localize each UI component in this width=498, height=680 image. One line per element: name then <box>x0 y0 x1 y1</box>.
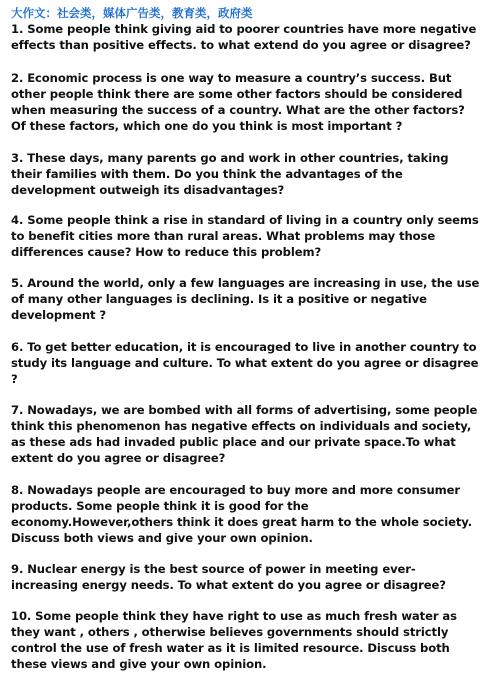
question-line: ? <box>11 372 18 386</box>
question-line: 6. To get better education, it is encouraged to live in another country to <box>11 340 477 354</box>
question-line: Of these factors, which one do you think is most important ? <box>11 119 403 133</box>
question-line: of many other languages is declining. Is it a positive or negative <box>11 292 427 306</box>
question-10 <box>11 608 491 672</box>
question-line: they want , others , otherwise believes governments should strictly <box>11 625 449 639</box>
question-3 <box>11 150 491 198</box>
question-line: 7. Nowadays, we are bombed with all forms of advertising, some people <box>11 403 478 417</box>
question-7 <box>11 402 491 466</box>
question-6 <box>11 339 491 387</box>
question-line: development outweigh its disadvantages? <box>11 183 285 197</box>
question-8 <box>11 482 491 546</box>
question-line: products. Some people think it is good for the <box>11 499 309 513</box>
question-line: 10. Some people think they have right to use as much fresh water as <box>11 609 457 623</box>
question-line: 5. Around the world, only a few languages are increasing in use, the use <box>11 276 480 290</box>
question-9 <box>11 561 491 593</box>
question-line: other people think there are some other factors should be considered <box>11 87 463 101</box>
question-line: 2. Economic process is one way to measure a country’s success. But <box>11 71 452 85</box>
question-line: Discuss both views and give your own opinion. <box>11 531 313 545</box>
question-line: these views and give your own opinion. <box>11 657 267 671</box>
question-4 <box>11 212 491 260</box>
section-heading: 大作文：社会类，媒体广告类，教育类，政府类 <box>11 6 253 20</box>
question-line: 9. Nuclear energy is the best source of power in meeting ever- <box>11 562 416 576</box>
question-line: as these ads had invaded public place and our private space.To what <box>11 435 456 449</box>
question-2 <box>11 70 491 134</box>
question-line: 8. Nowadays people are encouraged to buy more and more consumer <box>11 483 460 497</box>
question-line: 3. These days, many parents go and work in other countries, taking <box>11 151 449 165</box>
question-line: 4. Some people think a rise in standard of living in a country only seems <box>11 213 479 227</box>
question-line: when measuring the success of a country. What are the other factors? <box>11 103 465 117</box>
question-line: 1. Some people think giving aid to poorer countries have more negative <box>11 22 477 36</box>
question-line: increasing energy needs. To what extent do you agree or disagree? <box>11 578 446 592</box>
question-line: differences cause? How to reduce this problem? <box>11 245 322 259</box>
question-line: their families with them. Do you think the advantages of the <box>11 167 403 181</box>
question-line: development ? <box>11 308 107 322</box>
question-line: economy.However,others think it does great harm to the whole society. <box>11 515 472 529</box>
question-line: study its language and culture. To what extent do you agree or disagree <box>11 356 479 370</box>
question-line: control the use of fresh water as it is limited resource. Discuss both <box>11 641 450 655</box>
question-line: think this phenomenon has negative effects on individuals and society, <box>11 419 472 433</box>
question-line: to benefit cities more than rural areas. What problems may those <box>11 229 436 243</box>
question-line: effects than positive effects. to what extend do you agree or disagree? <box>11 38 471 52</box>
question-5 <box>11 275 491 323</box>
question-1 <box>11 21 491 53</box>
question-line: extent do you agree or disagree? <box>11 451 226 465</box>
